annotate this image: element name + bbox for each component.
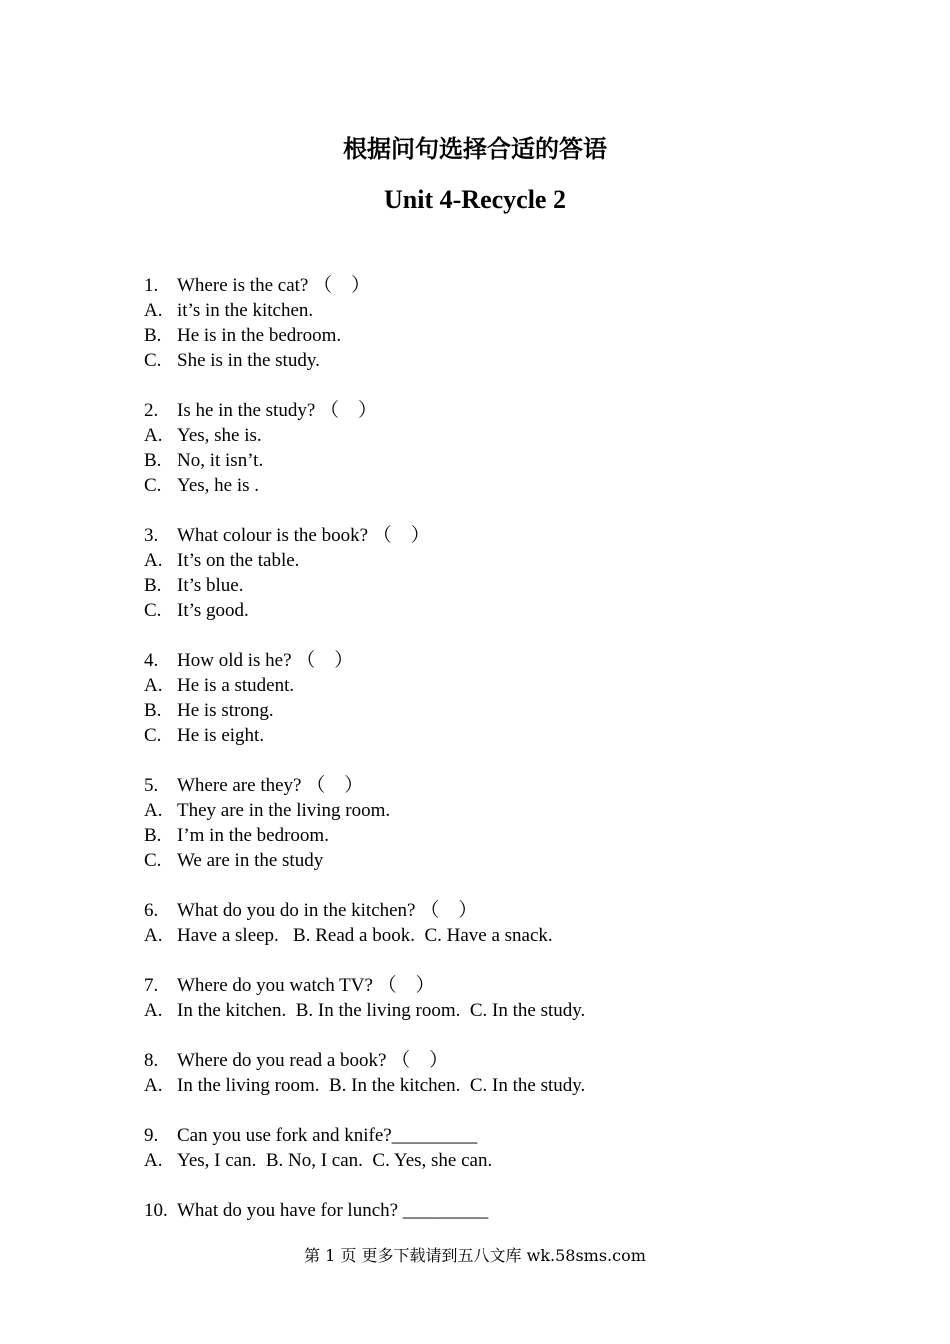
option-text: He is in the bedroom.	[177, 325, 342, 346]
question-number: 8.	[144, 1050, 159, 1071]
option-letter: A.	[144, 925, 163, 946]
option-text: He is eight.	[177, 725, 265, 746]
option-text: Yes, he is .	[177, 475, 260, 496]
answer-option	[144, 598, 844, 623]
option-letter: A.	[144, 800, 163, 821]
question-text: What do you do in the kitchen? （ ）	[177, 900, 478, 921]
question-number: 3.	[144, 525, 159, 546]
option-letter: C.	[144, 350, 162, 371]
option-letter: A.	[144, 550, 163, 571]
question-line	[144, 1198, 844, 1223]
answer-option	[144, 848, 844, 873]
option-text: We are in the study	[177, 850, 324, 871]
answer-option	[144, 573, 844, 598]
answer-option	[144, 1073, 844, 1098]
question-text: Is he in the study? （ ）	[177, 400, 378, 421]
question-item	[144, 273, 844, 373]
question-line	[144, 273, 844, 298]
option-text: Have a sleep. B. Read a book. C. Have a snack.	[177, 925, 553, 946]
option-text: It’s blue.	[177, 575, 244, 596]
answer-option	[144, 348, 844, 373]
option-letter: A.	[144, 675, 163, 696]
option-letter: B.	[144, 450, 162, 471]
option-text: He is a student.	[177, 675, 295, 696]
question-number: 6.	[144, 900, 159, 921]
question-text: Where is the cat? （ ）	[177, 275, 371, 296]
question-item	[144, 898, 844, 948]
answer-option	[144, 323, 844, 348]
question-item	[144, 973, 844, 1023]
question-number: 1.	[144, 275, 159, 296]
option-text: In the kitchen. B. In the living room. C. In the study.	[177, 1000, 586, 1021]
option-text: Yes, I can. B. No, I can. C. Yes, she can.	[177, 1150, 493, 1171]
answer-option	[144, 823, 844, 848]
question-text: Can you use fork and knife?_________	[177, 1125, 478, 1146]
answer-option	[144, 473, 844, 498]
option-letter: A.	[144, 300, 163, 321]
option-letter: C.	[144, 475, 162, 496]
question-item	[144, 773, 844, 873]
option-letter: A.	[144, 1075, 163, 1096]
option-text: In the living room. B. In the kitchen. C. In the study.	[177, 1075, 586, 1096]
option-text: I’m in the bedroom.	[177, 825, 329, 846]
question-line	[144, 773, 844, 798]
answer-option	[144, 298, 844, 323]
answer-option	[144, 548, 844, 573]
option-letter: C.	[144, 850, 162, 871]
option-letter: C.	[144, 600, 162, 621]
question-line	[144, 1123, 844, 1148]
question-item	[144, 1198, 844, 1223]
option-text: He is strong.	[177, 700, 274, 721]
answer-option	[144, 923, 844, 948]
question-line	[144, 398, 844, 423]
option-text: It’s on the table.	[177, 550, 300, 571]
answer-option	[144, 1148, 844, 1173]
question-item	[144, 1123, 844, 1173]
question-line	[144, 898, 844, 923]
option-text: No, it isn’t.	[177, 450, 264, 471]
option-letter: B.	[144, 825, 162, 846]
question-line	[144, 1048, 844, 1073]
question-item	[144, 398, 844, 498]
answer-option	[144, 998, 844, 1023]
option-letter: C.	[144, 725, 162, 746]
question-text: What colour is the book? （ ）	[177, 525, 430, 546]
question-number: 10.	[144, 1200, 168, 1221]
answer-option	[144, 448, 844, 473]
document-title-english: Unit 4-Recycle 2	[384, 185, 566, 214]
answer-option	[144, 423, 844, 448]
question-line	[144, 648, 844, 673]
option-letter: A.	[144, 1000, 163, 1021]
question-number: 7.	[144, 975, 159, 996]
question-text: Where are they? （ ）	[177, 775, 364, 796]
option-letter: A.	[144, 1150, 163, 1171]
question-text: Where do you read a book? （ ）	[177, 1050, 449, 1071]
answer-option	[144, 698, 844, 723]
option-text: Yes, she is.	[177, 425, 262, 446]
page-footer: 第 1 页 更多下载请到五八文库 wk.58sms.com	[304, 1246, 646, 1265]
answer-option	[144, 723, 844, 748]
option-letter: A.	[144, 425, 163, 446]
option-text: it’s in the kitchen.	[177, 300, 314, 321]
question-item	[144, 648, 844, 748]
document-title-chinese: 根据问句选择合适的答语	[343, 134, 607, 163]
option-letter: B.	[144, 575, 162, 596]
question-number: 5.	[144, 775, 159, 796]
question-text: What do you have for lunch? _________	[177, 1200, 489, 1221]
question-line	[144, 523, 844, 548]
answer-option	[144, 673, 844, 698]
option-letter: B.	[144, 700, 162, 721]
question-line	[144, 973, 844, 998]
question-number: 9.	[144, 1125, 159, 1146]
answer-option	[144, 798, 844, 823]
question-text: How old is he? （ ）	[177, 650, 354, 671]
question-number: 2.	[144, 400, 159, 421]
option-letter: B.	[144, 325, 162, 346]
option-text: She is in the study.	[177, 350, 320, 371]
question-text: Where do you watch TV? （ ）	[177, 975, 435, 996]
option-text: They are in the living room.	[177, 800, 391, 821]
question-item	[144, 1048, 844, 1098]
question-number: 4.	[144, 650, 159, 671]
question-list	[144, 273, 844, 1248]
question-item	[144, 523, 844, 623]
option-text: It’s good.	[177, 600, 249, 621]
